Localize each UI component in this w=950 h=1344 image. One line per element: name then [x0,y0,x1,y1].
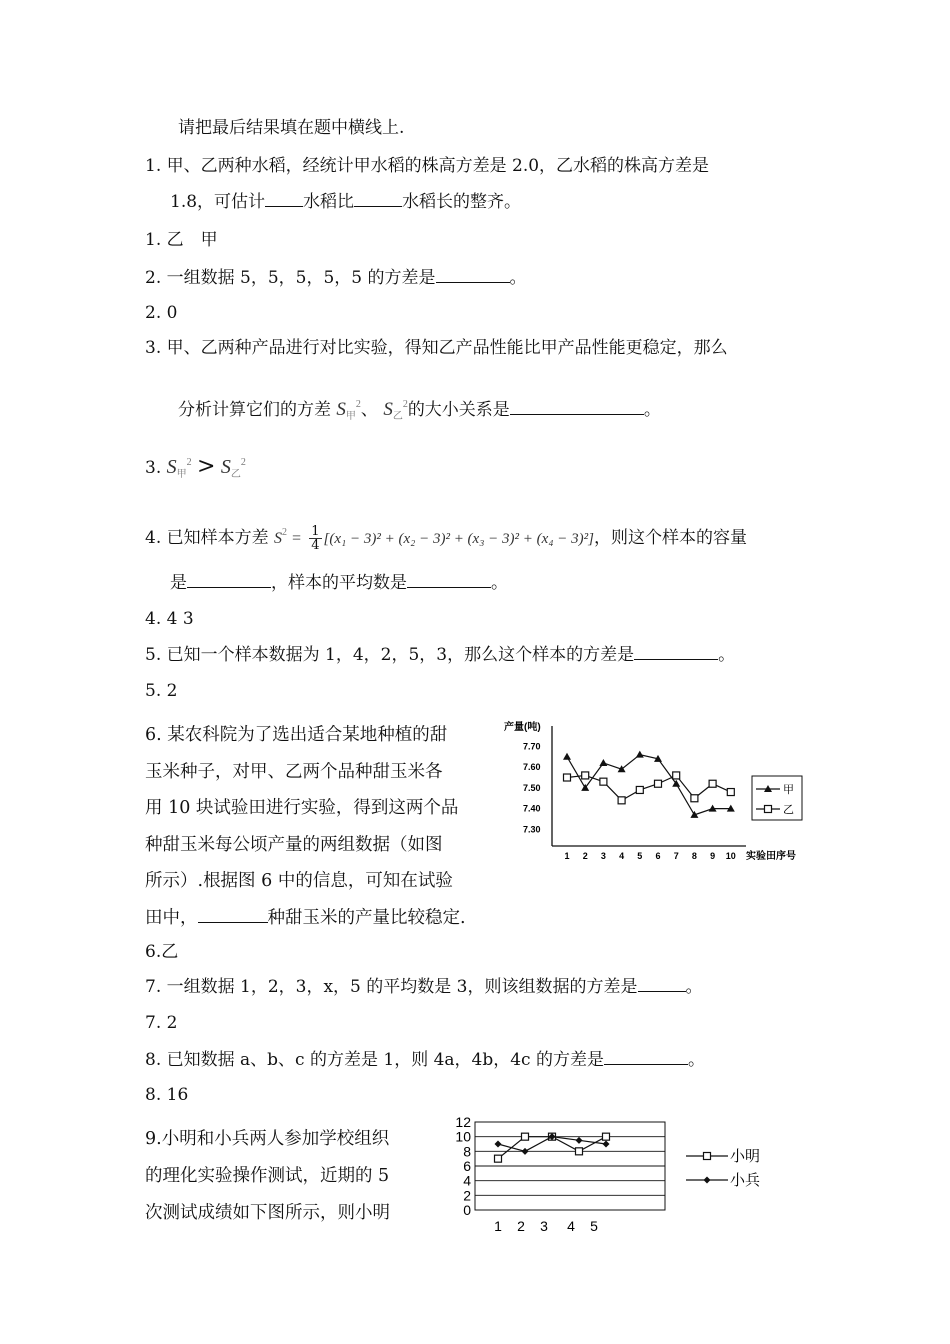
q3-s-yi: $S_乙^2$ [383,399,408,422]
instruction: 请把最后结果填在题中横线上. [178,118,405,138]
q4-blank-1[interactable] [187,571,271,588]
q3-answer-s-yi: $S_乙^2$ [220,456,246,480]
y-tick-label: 7.60 [523,762,541,773]
x-axis-label: 实验田序号 [746,851,796,862]
q2-text: 2. 一组数据 5，5，5，5，5 的方差是 [145,268,436,288]
q6-text [145,717,466,936]
y-axis-label: 产量(吨) [504,722,541,733]
q3-answer-num: 3. [145,458,162,478]
q3-answer [145,451,246,487]
y-tick-label: 7.70 [523,741,541,752]
q3-s-jia: $S_甲^2$ [336,399,361,422]
q5-blank[interactable] [634,643,718,660]
data-point [636,751,644,758]
q6-blank[interactable] [198,906,268,923]
q3-sep: 、 [360,400,378,420]
x-tick-label: 7 [673,851,679,861]
data-point [564,774,571,781]
y-tick-label: 8 [463,1143,471,1160]
data-point [618,797,625,804]
q9-text [145,1121,390,1232]
data-point [691,795,698,802]
q3-blank[interactable] [510,398,644,415]
q6-answer: 6.乙 [145,942,179,962]
x-tick-label: 6 [655,851,661,861]
q3-answer-s-jia: $S_甲^2$ [166,456,192,480]
q3-text-b: 的大小关系是 [407,400,510,420]
q4-end: 。 [491,573,508,593]
q8-text: 8. 已知数据 a、b、c 的方差是 1，则 4a，4b，4c 的方差是 [145,1050,604,1070]
q1-line2 [170,190,521,214]
q1-blank-2[interactable] [354,190,402,207]
q4-blank-2[interactable] [407,571,491,588]
q7-end: 。 [685,977,703,997]
q4-formula: $S^2$ = [274,527,302,547]
x-tick-label: 2 [517,1218,525,1234]
q1-text-c: 水稻长的整齐。 [402,192,522,212]
y-tick-label: 0 [463,1202,471,1218]
x-tick-label: 8 [691,851,697,861]
q9-line-1: 9.小明和小兵两人参加学校组织 [145,1129,390,1149]
y-tick-label: 4 [463,1172,471,1189]
yield-line-chart [500,714,815,864]
y-tick-label: 12 [455,1114,471,1130]
q6-line-2: 玉米种子，对甲、乙两个品种甜玉米各 [145,761,443,782]
q1-answer: 1. 乙 甲 [145,230,218,250]
q9-line-2: 的理化实验操作测试，近期的 5 [145,1166,390,1186]
legend-label: 小兵 [730,1172,761,1189]
q7-blank[interactable] [638,975,686,992]
score-line-chart [450,1112,770,1242]
q5-line [145,643,735,667]
q6-line-4: 种甜玉米每公顷产量的两组数据（如图 [145,834,443,855]
x-tick-label: 2 [582,851,588,861]
q3-text-a: 分析计算它们的方差 [178,400,331,420]
x-tick-label: 9 [710,851,716,861]
q4-formula-body: [(x₁ − 3)² + (x₂ − 3)² + (x₃ − 3)² + (x₄ − 3)²] [323,531,594,547]
q1-text-b: 水稻比 [303,192,355,212]
q6-line-3: 用 10 块试验田进行实验，得到这两个品 [145,798,459,818]
data-point [600,778,607,785]
q1-text-a: 1.8，可估计 [170,192,266,212]
q4-text-a: 是 [170,573,187,593]
q2-end: 。 [509,268,527,288]
q5-end: 。 [718,645,736,665]
data-point [673,772,680,779]
q2-answer: 2. 0 [145,303,178,323]
q6-line-1: 6. 某农科院为了选出适合某地种植的甜 [145,725,448,745]
q4-answer: 4. 4 3 [145,609,194,629]
data-point [563,753,571,760]
q8-line [145,1048,705,1072]
data-point [727,789,734,796]
legend-marker [765,806,772,813]
q2-line [145,266,527,290]
legend-marker [704,1153,711,1160]
data-point [603,1133,610,1140]
q2-blank[interactable] [436,266,510,283]
q1-line1: 1. 甲、乙两种水稻，经统计甲水稻的株高方差是 2.0，乙水稻的株高方差是 [145,156,710,176]
q3-end: 。 [643,400,661,420]
y-tick-label: 10 [455,1128,471,1145]
q4-text-b: ，样本的平均数是 [271,573,407,593]
x-tick-label: 4 [619,851,625,861]
q7-text: 7. 一组数据 1，2，3，x，5 的平均数是 3，则该组数据的方差是 [145,977,638,997]
q3-line1: 3. 甲、乙两种产品进行对比实验，得知乙产品性能比甲产品性能更稳定，那么 [145,338,728,358]
data-point [655,780,662,787]
y-tick-label: 7.30 [523,824,541,835]
q3-line2 [178,393,661,429]
q6-line-6: 田中， 种甜玉米的产量比较稳定. [145,907,466,928]
x-tick-label: 4 [567,1218,575,1234]
x-tick-label: 1 [564,851,570,861]
data-point [709,780,716,787]
data-point [495,1141,502,1148]
q6-line-5: 所示）.根据图 6 中的信息，可知在试验 [145,871,453,891]
y-tick-label: 7.40 [523,803,541,814]
q3-answer-gt: > [197,454,216,479]
q9-line-3: 次测试成绩如下图所示，则小明 [145,1203,390,1223]
q4-prefix: 4. 已知样本方差 [145,528,269,548]
legend-label: 乙 [783,804,794,816]
data-point [582,772,589,779]
q7-line [145,975,703,999]
y-tick-label: 7.50 [523,782,541,793]
x-tick-label: 3 [600,851,606,861]
q4-line1 [145,518,747,553]
x-tick-label: 1 [494,1218,502,1234]
series-line-1 [567,755,731,815]
legend-box [752,776,802,820]
data-point [576,1137,583,1144]
x-tick-label: 10 [725,851,736,861]
q1-blank-1[interactable] [265,190,303,207]
q4-line2 [170,571,508,595]
y-tick-label: 2 [463,1187,471,1204]
data-point [603,1141,610,1148]
q4-suffix: ，则这个样本的容量 [593,528,747,548]
data-point [522,1148,529,1155]
q7-answer: 7. 2 [145,1013,178,1033]
y-tick-label: 6 [463,1158,471,1174]
legend-marker [704,1177,711,1184]
x-tick-label: 5 [590,1218,598,1234]
x-tick-label: 5 [637,851,643,861]
legend-label: 小明 [730,1148,761,1165]
q5-text: 5. 已知一个样本数据为 1，4，2，5，3，那么这个样本的方差是 [145,645,635,665]
q8-blank[interactable] [604,1048,688,1065]
data-point [599,759,607,766]
data-point [522,1133,529,1140]
q5-answer: 5. 2 [145,681,178,701]
legend-label: 甲 [783,784,794,796]
q8-answer: 8. 16 [145,1085,189,1105]
data-point [636,786,643,793]
data-point [495,1155,502,1162]
x-tick-label: 3 [540,1218,548,1234]
q8-end: 。 [687,1050,705,1070]
q4-fraction: $\frac{1}{4}$ [311,524,320,553]
data-point [576,1148,583,1155]
